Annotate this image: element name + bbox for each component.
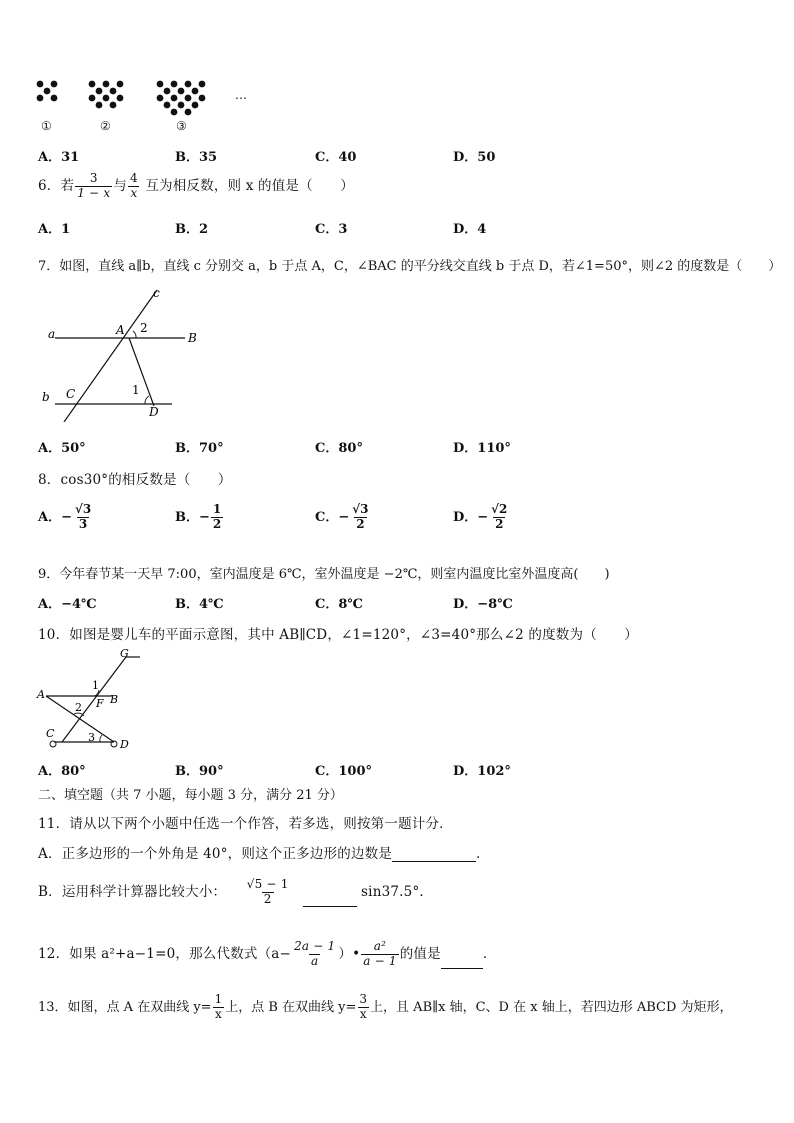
q6-fraction-2 (128, 172, 140, 201)
q6-option-d[interactable]: D．4 (453, 222, 487, 237)
q10-stroller-figure (34, 645, 154, 757)
q6-option-b[interactable]: B．2 (175, 222, 209, 237)
q10-label-B: B (110, 693, 119, 706)
q7-option-a[interactable]: A．50° (38, 441, 86, 456)
question-8: 8．cos30°的相反数是（ ） (38, 472, 232, 488)
q13-mid: 上，点 B 在双曲线 y= (225, 999, 357, 1015)
q9-option-c[interactable]: C．8℃ (315, 597, 363, 612)
q8-b-num: 1 (212, 502, 222, 516)
q7-label-D: D (149, 405, 159, 419)
q12-frac2-num: a² (373, 939, 387, 953)
figure-label-1: ① (41, 119, 52, 133)
q12-mid: ）• (338, 945, 361, 962)
q13-fraction-1 (213, 993, 225, 1022)
question-7: 7．如图，直线 a∥b，直线 c 分别交 a，b 于点 A，C，∠BAC 的平分线交直线 b 于点 D，若∠1=50°，则∠2 的度数是（ ） (38, 259, 782, 274)
q11-b-pre: B．运用科学计算器比较大小： (38, 883, 227, 900)
q7-label-2: 2 (140, 321, 148, 335)
q9-option-a[interactable]: A．−4℃ (38, 597, 97, 612)
q13-pre: 13．如图，点 A 在双曲线 y= (38, 999, 212, 1015)
q10-label-C: C (46, 727, 55, 740)
q5-option-a[interactable]: A．31 (38, 150, 80, 165)
q6-frac1-num: 3 (89, 171, 98, 185)
q10-label-D: D (120, 738, 129, 751)
q6-frac1-den: 1 − x (77, 185, 111, 200)
q7-label-a: a (48, 327, 56, 341)
q12-frac1-num: 2a − 1 (294, 939, 336, 953)
q10-label-F: F (96, 697, 104, 710)
question-6 (38, 172, 354, 201)
q6-option-a[interactable]: A．1 (38, 222, 71, 237)
q8-a-den: 3 (78, 516, 88, 531)
q12-end: ． (482, 945, 497, 962)
q7-parallel-lines-figure (30, 282, 220, 422)
q10-label-2: 2 (75, 701, 82, 714)
q8-b-den: 2 (212, 516, 222, 531)
q6-post: 互为相反数，则 x 的值是（ ） (140, 177, 354, 194)
q12-pre: 12．如果 a²+a−1=0，那么代数式（a− (38, 945, 292, 962)
q10-option-c[interactable]: C．100° (315, 764, 372, 779)
question-11-b (38, 878, 433, 907)
q10-option-a[interactable]: A．80° (38, 764, 86, 779)
q5-option-c[interactable]: C．40 (315, 150, 357, 165)
q10-label-A: A (37, 688, 45, 701)
q7-label-B: B (188, 331, 197, 345)
q7-option-b[interactable]: B．70° (175, 441, 224, 456)
question-13 (38, 993, 733, 1022)
q6-fraction-1 (75, 172, 112, 201)
q13-fraction-2 (357, 993, 369, 1022)
q12-frac2-den: a − 1 (363, 953, 397, 968)
q11-b-post: sin37.5°． (361, 883, 434, 900)
q12-post: 的值是 (399, 945, 441, 962)
q6-frac2-den: x (130, 185, 138, 200)
q8-option-a[interactable] (38, 503, 94, 532)
q12-answer-blank[interactable] (441, 954, 483, 969)
q7-label-b: b (42, 390, 50, 404)
q13-frac2-den: x (359, 1006, 367, 1021)
q13-frac1-num: 1 (214, 992, 223, 1006)
q8-c-den: 2 (356, 516, 365, 531)
question-11-intro: 11．请从以下两个小题中任选一个作答，若多选，则按第一题计分． (38, 816, 453, 832)
q6-frac2-num: 4 (130, 171, 138, 185)
figure-label-2: ② (100, 119, 111, 133)
q10-label-G: G (120, 647, 129, 660)
q8-option-d[interactable] (453, 503, 510, 532)
q11-a-end: ． (476, 846, 490, 862)
q8-option-d-label: D．− (453, 509, 489, 525)
q8-option-c[interactable] (315, 503, 372, 532)
figure-ellipsis: … (235, 88, 247, 102)
q10-label-1: 1 (92, 679, 99, 692)
question-12 (38, 940, 497, 969)
q11-a-text: A．正多边形的一个外角是 40°，则这个正多边形的边数是 (38, 846, 393, 862)
q7-option-c[interactable]: C．80° (315, 441, 363, 456)
q12-frac1-den: a (311, 953, 319, 968)
q9-option-b[interactable]: B．4℃ (175, 597, 224, 612)
q11-b-fraction (245, 878, 291, 907)
q11-a-answer-blank[interactable] (392, 847, 476, 862)
q7-label-1: 1 (132, 383, 140, 397)
dot-pattern-figure (30, 76, 260, 138)
q8-option-c-label: C．− (315, 509, 350, 525)
q10-option-b[interactable]: B．90° (175, 764, 224, 779)
question-10: 10．如图是婴儿车的平面示意图，其中 AB∥CD，∠1=120°，∠3=40°那么∠2 的度数为（ ） (38, 627, 638, 643)
q8-a-num: √3 (74, 502, 92, 516)
q10-label-3: 3 (88, 731, 95, 744)
q11-b-answer-blank[interactable] (303, 892, 357, 907)
q5-option-d[interactable]: D．50 (453, 150, 496, 165)
question-11-a (38, 842, 490, 862)
figure-label-3: ③ (176, 119, 187, 133)
q10-option-d[interactable]: D．102° (453, 764, 511, 779)
q7-option-d[interactable]: D．110° (453, 441, 511, 456)
q9-option-d[interactable]: D．−8℃ (453, 597, 513, 612)
q8-option-b-label: B．− (175, 509, 210, 525)
q12-fraction-2 (361, 940, 398, 969)
q6-pre: 6．若 (38, 177, 75, 194)
q6-option-c[interactable]: C．3 (315, 222, 348, 237)
q6-mid: 与 (113, 177, 127, 194)
section-2-title: 二、填空题（共 7 小题，每小题 3 分，满分 21 分） (38, 788, 343, 803)
q7-label-A: A (116, 323, 125, 337)
q11-b-den: 2 (263, 891, 272, 906)
q12-fraction-1 (292, 940, 337, 969)
q11-b-num: √5 − 1 (246, 877, 289, 891)
q8-option-a-label: A．− (38, 509, 72, 525)
q13-post: 上，且 AB∥x 轴，C、D 在 x 轴上，若四边形 ABCD 为矩形， (370, 999, 733, 1015)
q8-d-num: √2 (491, 502, 508, 516)
q13-frac1-den: x (215, 1006, 222, 1021)
q7-label-C: C (66, 387, 76, 401)
question-9: 9．今年春节某一天早 7:00，室内温度是 6℃，室外温度是 −2℃，则室内温度比室外温度高( ) (38, 567, 610, 582)
q8-c-num: √3 (352, 502, 369, 516)
q13-frac2-num: 3 (359, 992, 368, 1006)
q7-label-c: c (153, 286, 160, 300)
q8-d-den: 2 (495, 516, 504, 531)
q8-option-b[interactable] (175, 503, 224, 532)
q5-option-b[interactable]: B．35 (175, 150, 218, 165)
